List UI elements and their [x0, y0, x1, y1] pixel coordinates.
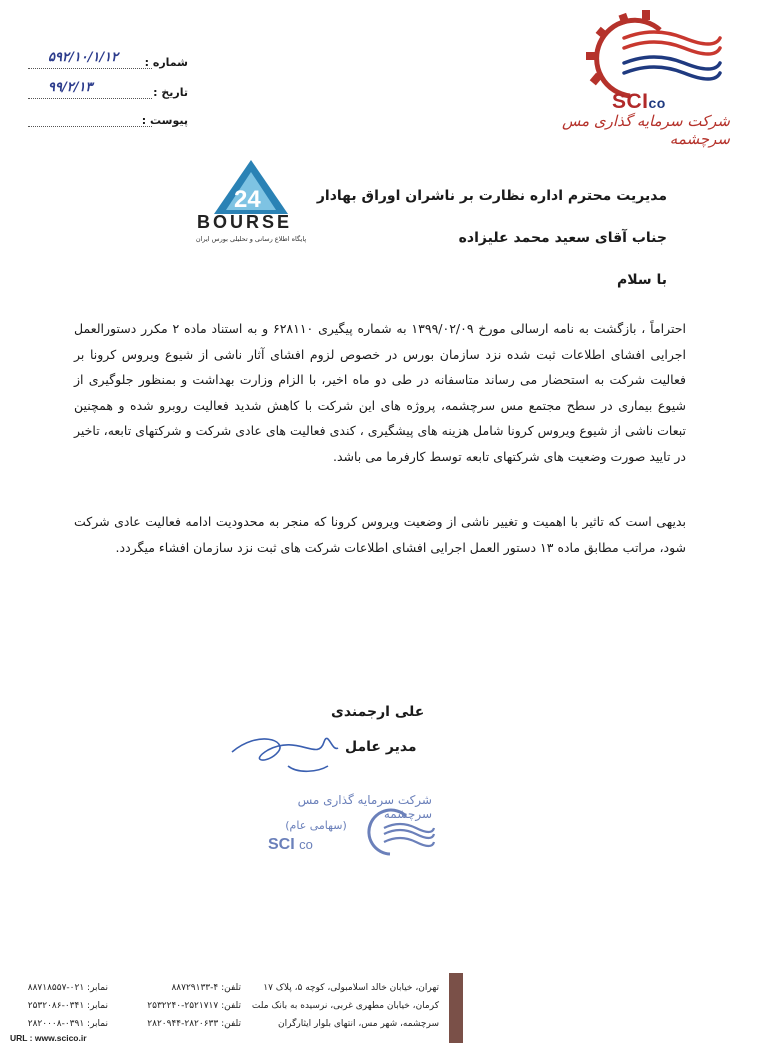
dotted-line: [28, 126, 152, 127]
body-paragraph-1: احتراماً ، بازگشت به نامه ارسالی مورخ ۱۳۹۹/۰۲/۰۹ به شماره پیگیری ۶۲۸۱۱۰ و به استناد ماده ۲ مکرر دستورالعمل اجرایی افشای اطلاعات ثبت شده نزد سازمان بورس در خصوص لزوم افشای آثار ناشی از شیوع ویروس کرونا بر فعالیت شرکت به استحضار می رساند متاسفانه در طی دو ماه اخیر، با الزام وزارت بهداشت و بمنظور جلوگیری از شیوع بیماری در سطح مجتمع مس سرچشمه، پروژه های این شرکت با کاهش شدید فعالیت روبرو شده و همچنین تبعات ناشی از شیوع ویروس کرونا شامل هزینه های پیشگیری ، کندی فعالیت های عادی شرکت و شرکتهای تابعه، تاخیر در تایید صورت وضعیت های شرکتهای تابعه توسط کارفرما می باشد.: [74, 321, 686, 464]
footer-phone-sarcheshmeh: تلفن: ۲۸۲۰۶۳۳-۲۸۲۰۹۴۴: [147, 1019, 241, 1029]
handwritten-signature: [228, 722, 358, 778]
footer-url[interactable]: URL : www.scico.ir: [10, 1033, 87, 1043]
letter-date-value: ۹۹/۲/۱۳: [48, 80, 93, 95]
sci-brand-main: SCI: [612, 90, 649, 113]
footer-address-sarcheshmeh: سرچشمه، شهر مس، انتهای بلوار ایثارگران: [278, 1019, 439, 1029]
letter-date-label: تاریخ :: [153, 86, 188, 99]
letter-attachment-field: [28, 114, 188, 132]
letter-number-field: [28, 50, 188, 74]
signatory-name: علی ارجمندی: [331, 704, 425, 720]
sci-tagline: شرکت سرمایه گذاری مس سرچشمه: [561, 112, 730, 148]
letter-date-field: [28, 80, 188, 104]
letter-number-value: ۵۹۲/۱۰/۱/۱۲: [48, 50, 119, 65]
letter-number-label: شماره :: [144, 56, 188, 69]
stamp-brand-suffix: co: [299, 837, 313, 852]
stamp-brand: [268, 836, 313, 854]
recipient-line-1: مدیریت محترم اداره نظارت بر ناشران اوراق بهادار: [316, 188, 667, 204]
letter-attachment-label: پیوست :: [141, 114, 188, 127]
body-paragraph-2: بدیهی است که تاثیر با اهمیت و تغییر ناشی از وضعیت ویروس کرونا که منجر به محدودیت ادامه فعالیت عادی شرکت شود، مراتب مطابق ماده ۱۳ دستور العمل اجرایی افشای اطلاعات شرکت های ثبت نزد سازمان افشاء میگردد.: [74, 514, 686, 555]
footer-address-tehran: تهران، خیابان خالد اسلامبولی، کوچه ۵، پلاک ۱۷: [263, 983, 439, 993]
greeting: با سلام: [616, 272, 667, 288]
recipient-line-2: جناب آقای سعید محمد علیزاده: [458, 230, 667, 246]
stamp-brand-main: SCI: [268, 836, 295, 853]
bourse-logo-icon: [212, 158, 290, 216]
stamp-company-name: شرکت سرمایه گذاری مس سرچشمه: [297, 793, 432, 821]
footer-phone-kerman: تلفن: ۲۵۲۱۷۱۷-۲۵۳۲۲۴۰: [147, 1001, 241, 1011]
sci-brand-suffix: co: [648, 95, 666, 111]
signatory-title: مدیر عامل: [345, 739, 417, 755]
footer-fax-kerman: نمابر: ۰۳۴۱-۲۵۳۲۰۸۶: [27, 1001, 108, 1011]
sci-brand-text: [612, 90, 666, 114]
footer-fax-tehran: نمابر: ۰۲۱-۸۸۷۱۸۵۵۷: [27, 983, 108, 993]
bourse-subtitle: پایگاه اطلاع رسانی و تحلیلی بورس ایران: [195, 235, 307, 243]
footer-fax-sarcheshmeh: نمابر: ۰۳۹۱-۲۸۲۰۰۰۸: [27, 1019, 108, 1029]
svg-text:24: 24: [234, 186, 261, 213]
footer-address-kerman: کرمان، خیابان مطهری غربی، نرسیده به بانک ملت: [251, 1001, 439, 1011]
footer-divider-bar: [449, 973, 463, 1043]
dotted-line: [28, 68, 152, 69]
footer-phone-tehran: تلفن: ۴-۸۸۷۲۹۱۳۳: [171, 983, 241, 993]
bourse-wordmark: BOURSE: [197, 212, 293, 232]
dotted-line: [28, 98, 152, 99]
stamp-company-type: (سهامی عام): [285, 819, 347, 832]
stamp-logo-icon: [360, 808, 436, 858]
